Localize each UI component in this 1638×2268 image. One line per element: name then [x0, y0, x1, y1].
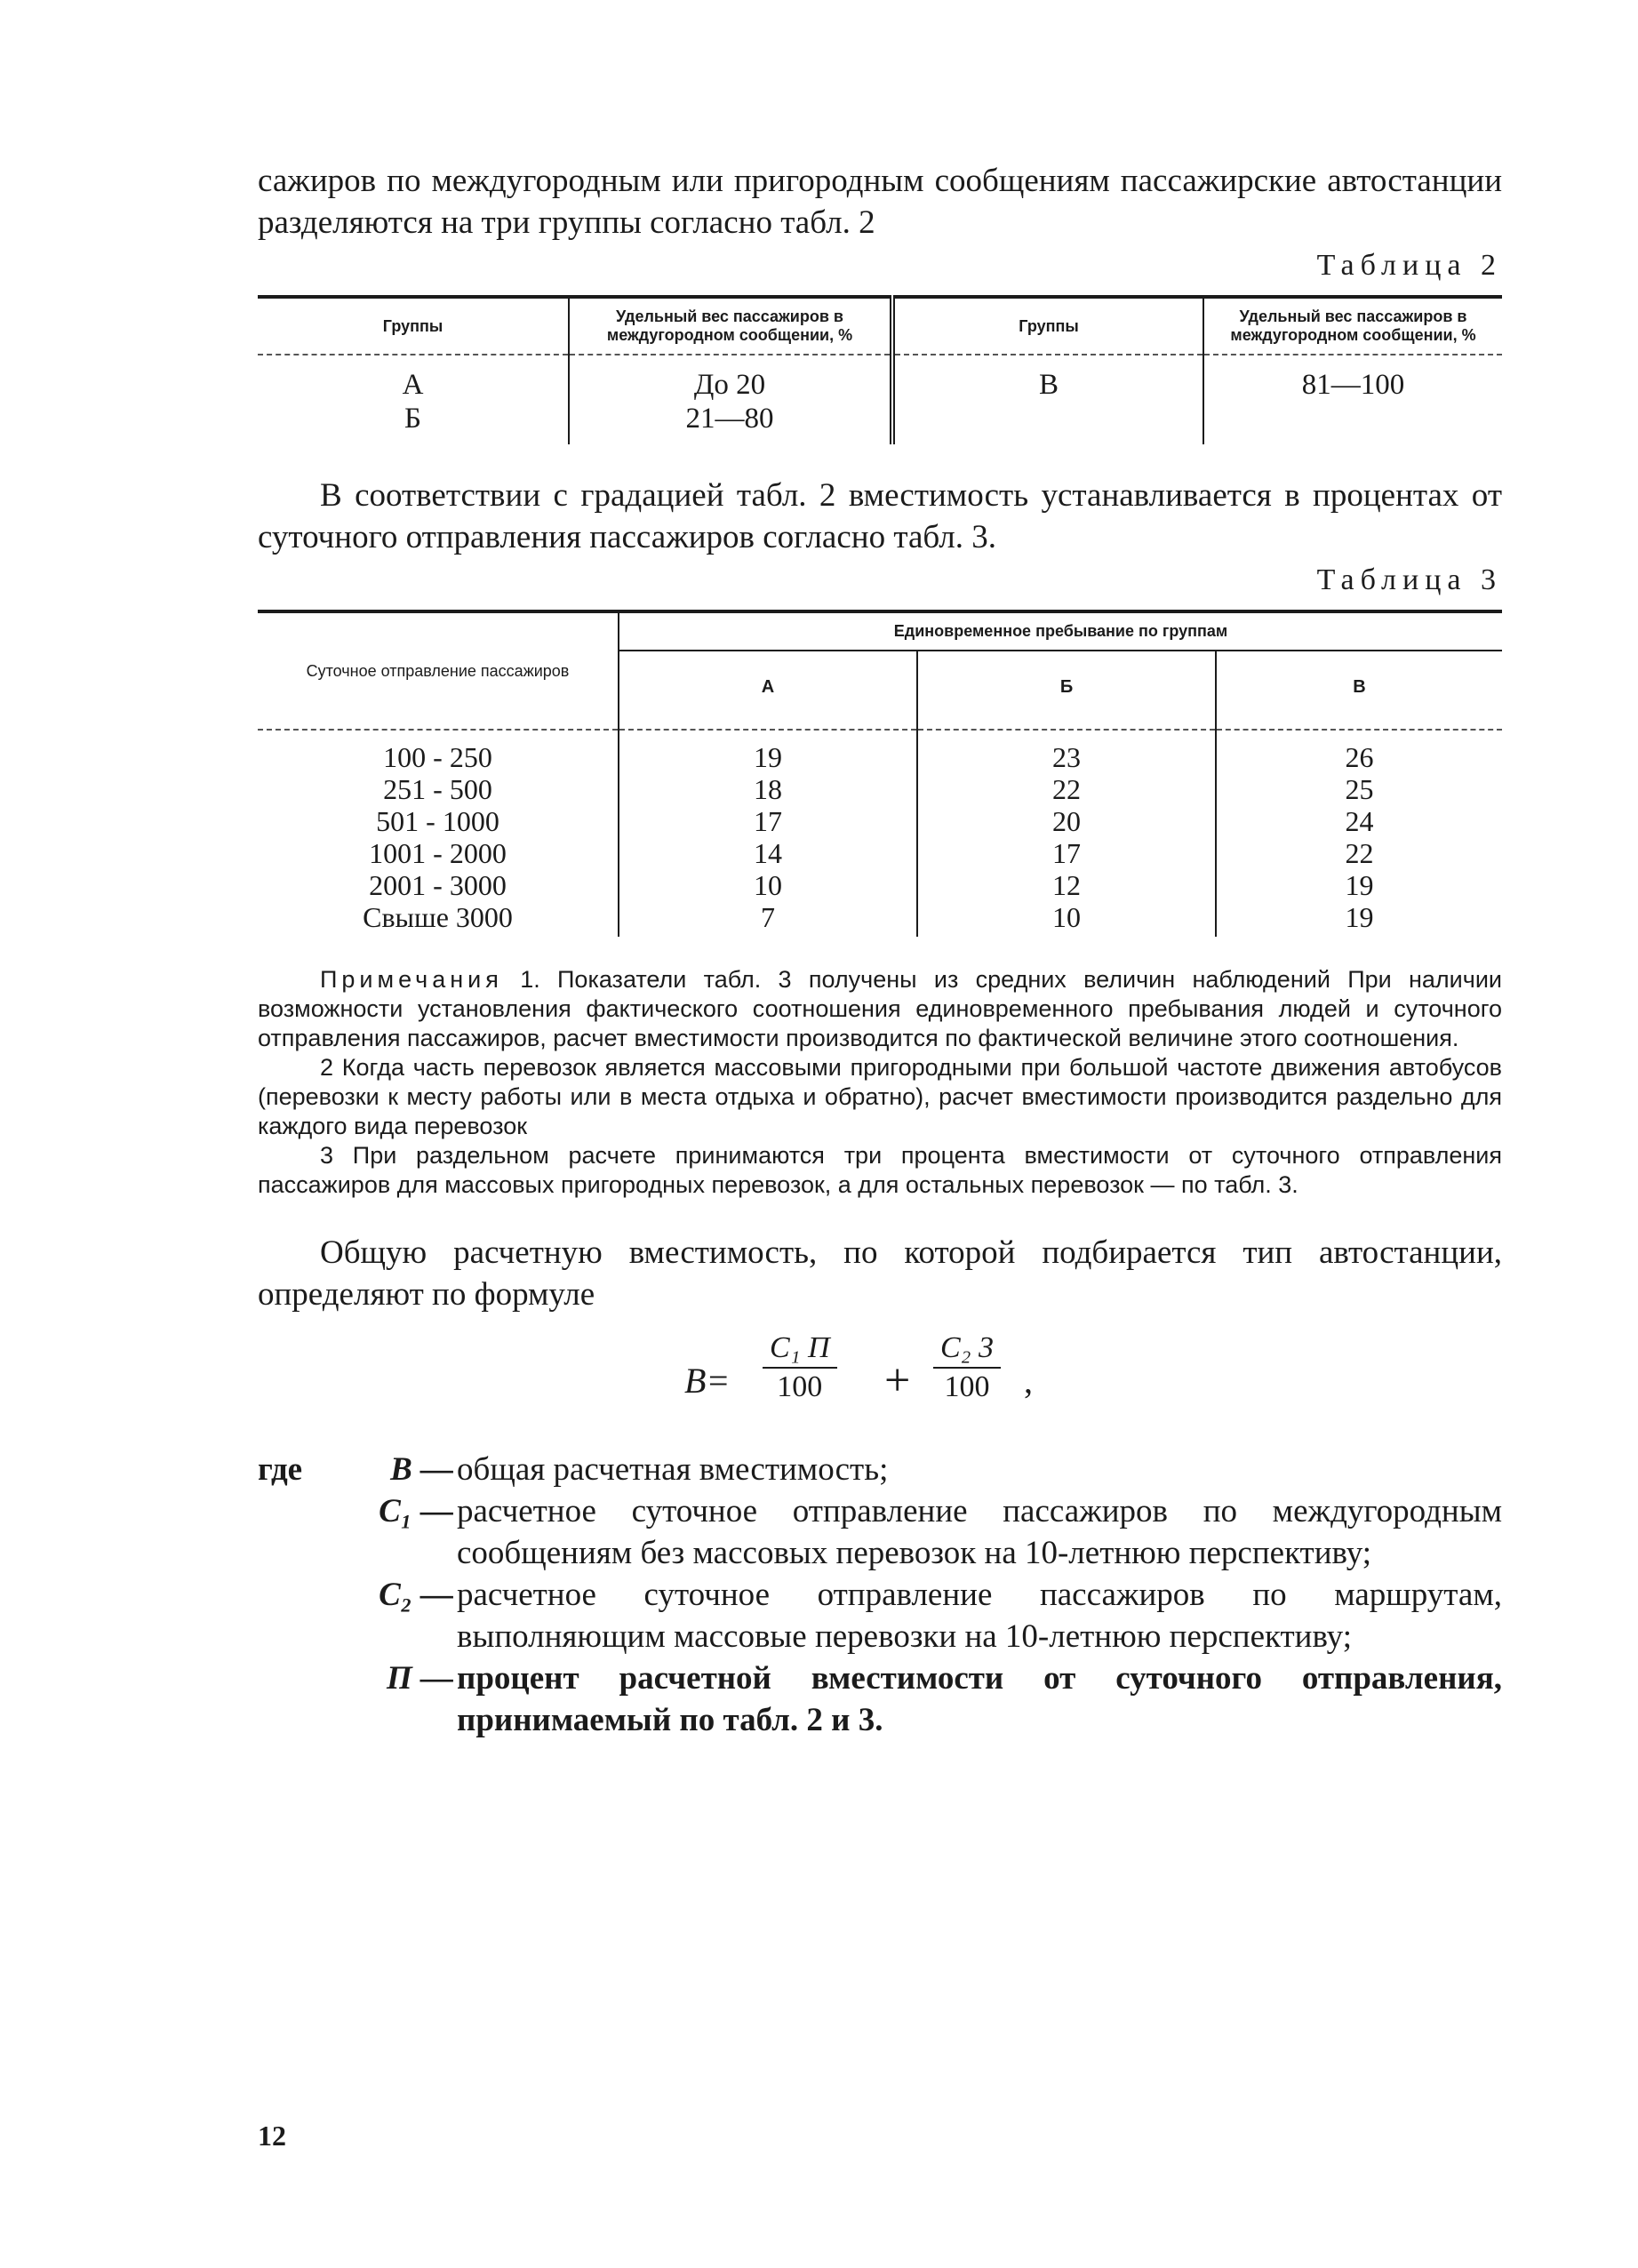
table-3-header-groups: Единовременное пребывание по группам: [619, 611, 1502, 651]
where-word: где: [258, 1451, 303, 1488]
definition-item: [258, 1490, 1502, 1574]
paragraph-2: В соответствии с градацией табл. 2 вместимость устанавливается в процентах от суточного отправления пассажиров согласно табл. 3.: [258, 477, 1502, 555]
definition-item: [258, 1657, 1502, 1741]
formula-comma: ,: [1024, 1361, 1033, 1401]
definition-symbol: В —: [390, 1451, 453, 1488]
table-3: [258, 610, 1502, 937]
formula-fraction-1: [763, 1331, 837, 1404]
table-3-subheader-b: Б: [917, 651, 1216, 730]
page-number: 12: [258, 2120, 286, 2152]
table-2-header-share-2: Удельный вес пассажиров в междугородном сообщении, %: [1203, 297, 1502, 355]
table-2-share-cell-2: 81—100: [1203, 355, 1502, 444]
formula-numerator-1: C₁ П: [770, 1331, 830, 1364]
intro-paragraph: сажиров по междугородным или пригородным сообщениям пассажирские автостанции разделяются на три группы согласно табл. 2: [258, 163, 1502, 241]
note-3: 3 При раздельном расчете принимаются три процента вместимости от суточного отправления пассажиров для массовых пригородных перевозок, а для остальных перевозок — по табл. 3.: [258, 1142, 1502, 1198]
table-2-header-groups-2: Группы: [892, 297, 1203, 355]
formula-denominator-2: 100: [944, 1370, 990, 1403]
note-1: [258, 965, 1502, 1053]
note-1-text: 1. Показатели табл. 3 получены из средних величин наблюдений При наличии возможности установления фактического соотношения единовременного пребывания людей и суточного отправления пассажиров, расчет вместимости производится по фактической величине этого соотношения.: [258, 966, 1502, 1051]
paragraph-3: Общую расчетную вместимость, по которой подбирается тип автостанции, определяют по формуле: [258, 1234, 1502, 1313]
table-2-share-cell: До 20 21—80: [569, 355, 892, 444]
definition-symbol: C₁ —: [379, 1493, 453, 1529]
table-3-subheader-v: В: [1216, 651, 1502, 730]
definitions: [258, 1449, 1502, 1741]
definition-symbol: C₂ —: [379, 1577, 453, 1613]
table-3-v-cell: 26 25 24 22 19 19: [1216, 730, 1502, 937]
formula-lhs: В=: [684, 1361, 731, 1401]
fraction-bar: [933, 1367, 1001, 1369]
table-3-b-cell: 23 22 20 17 12 10: [917, 730, 1216, 937]
table-2-header-share: Удельный вес пассажиров в междугородном сообщении, %: [569, 297, 892, 355]
table-3-subheader-a: А: [619, 651, 917, 730]
definition-item: [258, 1449, 1502, 1490]
formula-denominator-1: 100: [777, 1370, 823, 1403]
table-3-header-daily: Суточное отправление пассажиров: [258, 611, 619, 730]
definition-text: общая расчетная вместимость;: [457, 1451, 889, 1488]
notes-block: [258, 965, 1502, 1200]
table-2-caption: Таблица 2: [1316, 249, 1502, 282]
formula-fraction-2: [933, 1331, 1001, 1404]
table-2-groups-cell: А Б: [402, 369, 424, 435]
notes-label: Примечания: [320, 966, 503, 993]
table-2-groups-cell-2: В: [892, 355, 1203, 444]
definition-symbol: П —: [386, 1660, 453, 1697]
table-2: [258, 295, 1502, 444]
table-3-a-cell: 19 18 17 14 10 7: [619, 730, 917, 937]
formula-numerator-2: C₂ 3: [940, 1331, 994, 1364]
definition-text: процент расчетной вместимости от суточного отправления, принимаемый по табл. 2 и 3.: [457, 1660, 1502, 1738]
fraction-bar: [763, 1367, 837, 1369]
definition-text: расчетное суточное отправление пассажиров по междугородным сообщениям без массовых перевозок на 10-летнюю перспективу;: [457, 1493, 1502, 1571]
definition-text: расчетное суточное отправление пассажиров по маршрутам, выполняющим массовые перевозки на 10-летнюю перспективу;: [457, 1577, 1502, 1655]
formula-plus: +: [884, 1355, 911, 1406]
note-2: 2 Когда часть перевозок является массовыми пригородными при большой частоте движения автобусов (перевозки к месту работы или в места отдыха и обратно), расчет вместимости производится раздельно для каждого вида перевозок: [258, 1054, 1502, 1139]
table-3-range-cell: 100 - 250 251 - 500 501 - 1000 1001 - 2000 2001 - 3000 Свыше 3000: [363, 741, 513, 933]
definition-item: [258, 1574, 1502, 1657]
table-3-caption: Таблица 3: [1316, 563, 1502, 596]
document-page: [258, 160, 1502, 1741]
formula: [258, 1324, 1502, 1440]
table-2-header-groups: Группы: [258, 297, 569, 355]
